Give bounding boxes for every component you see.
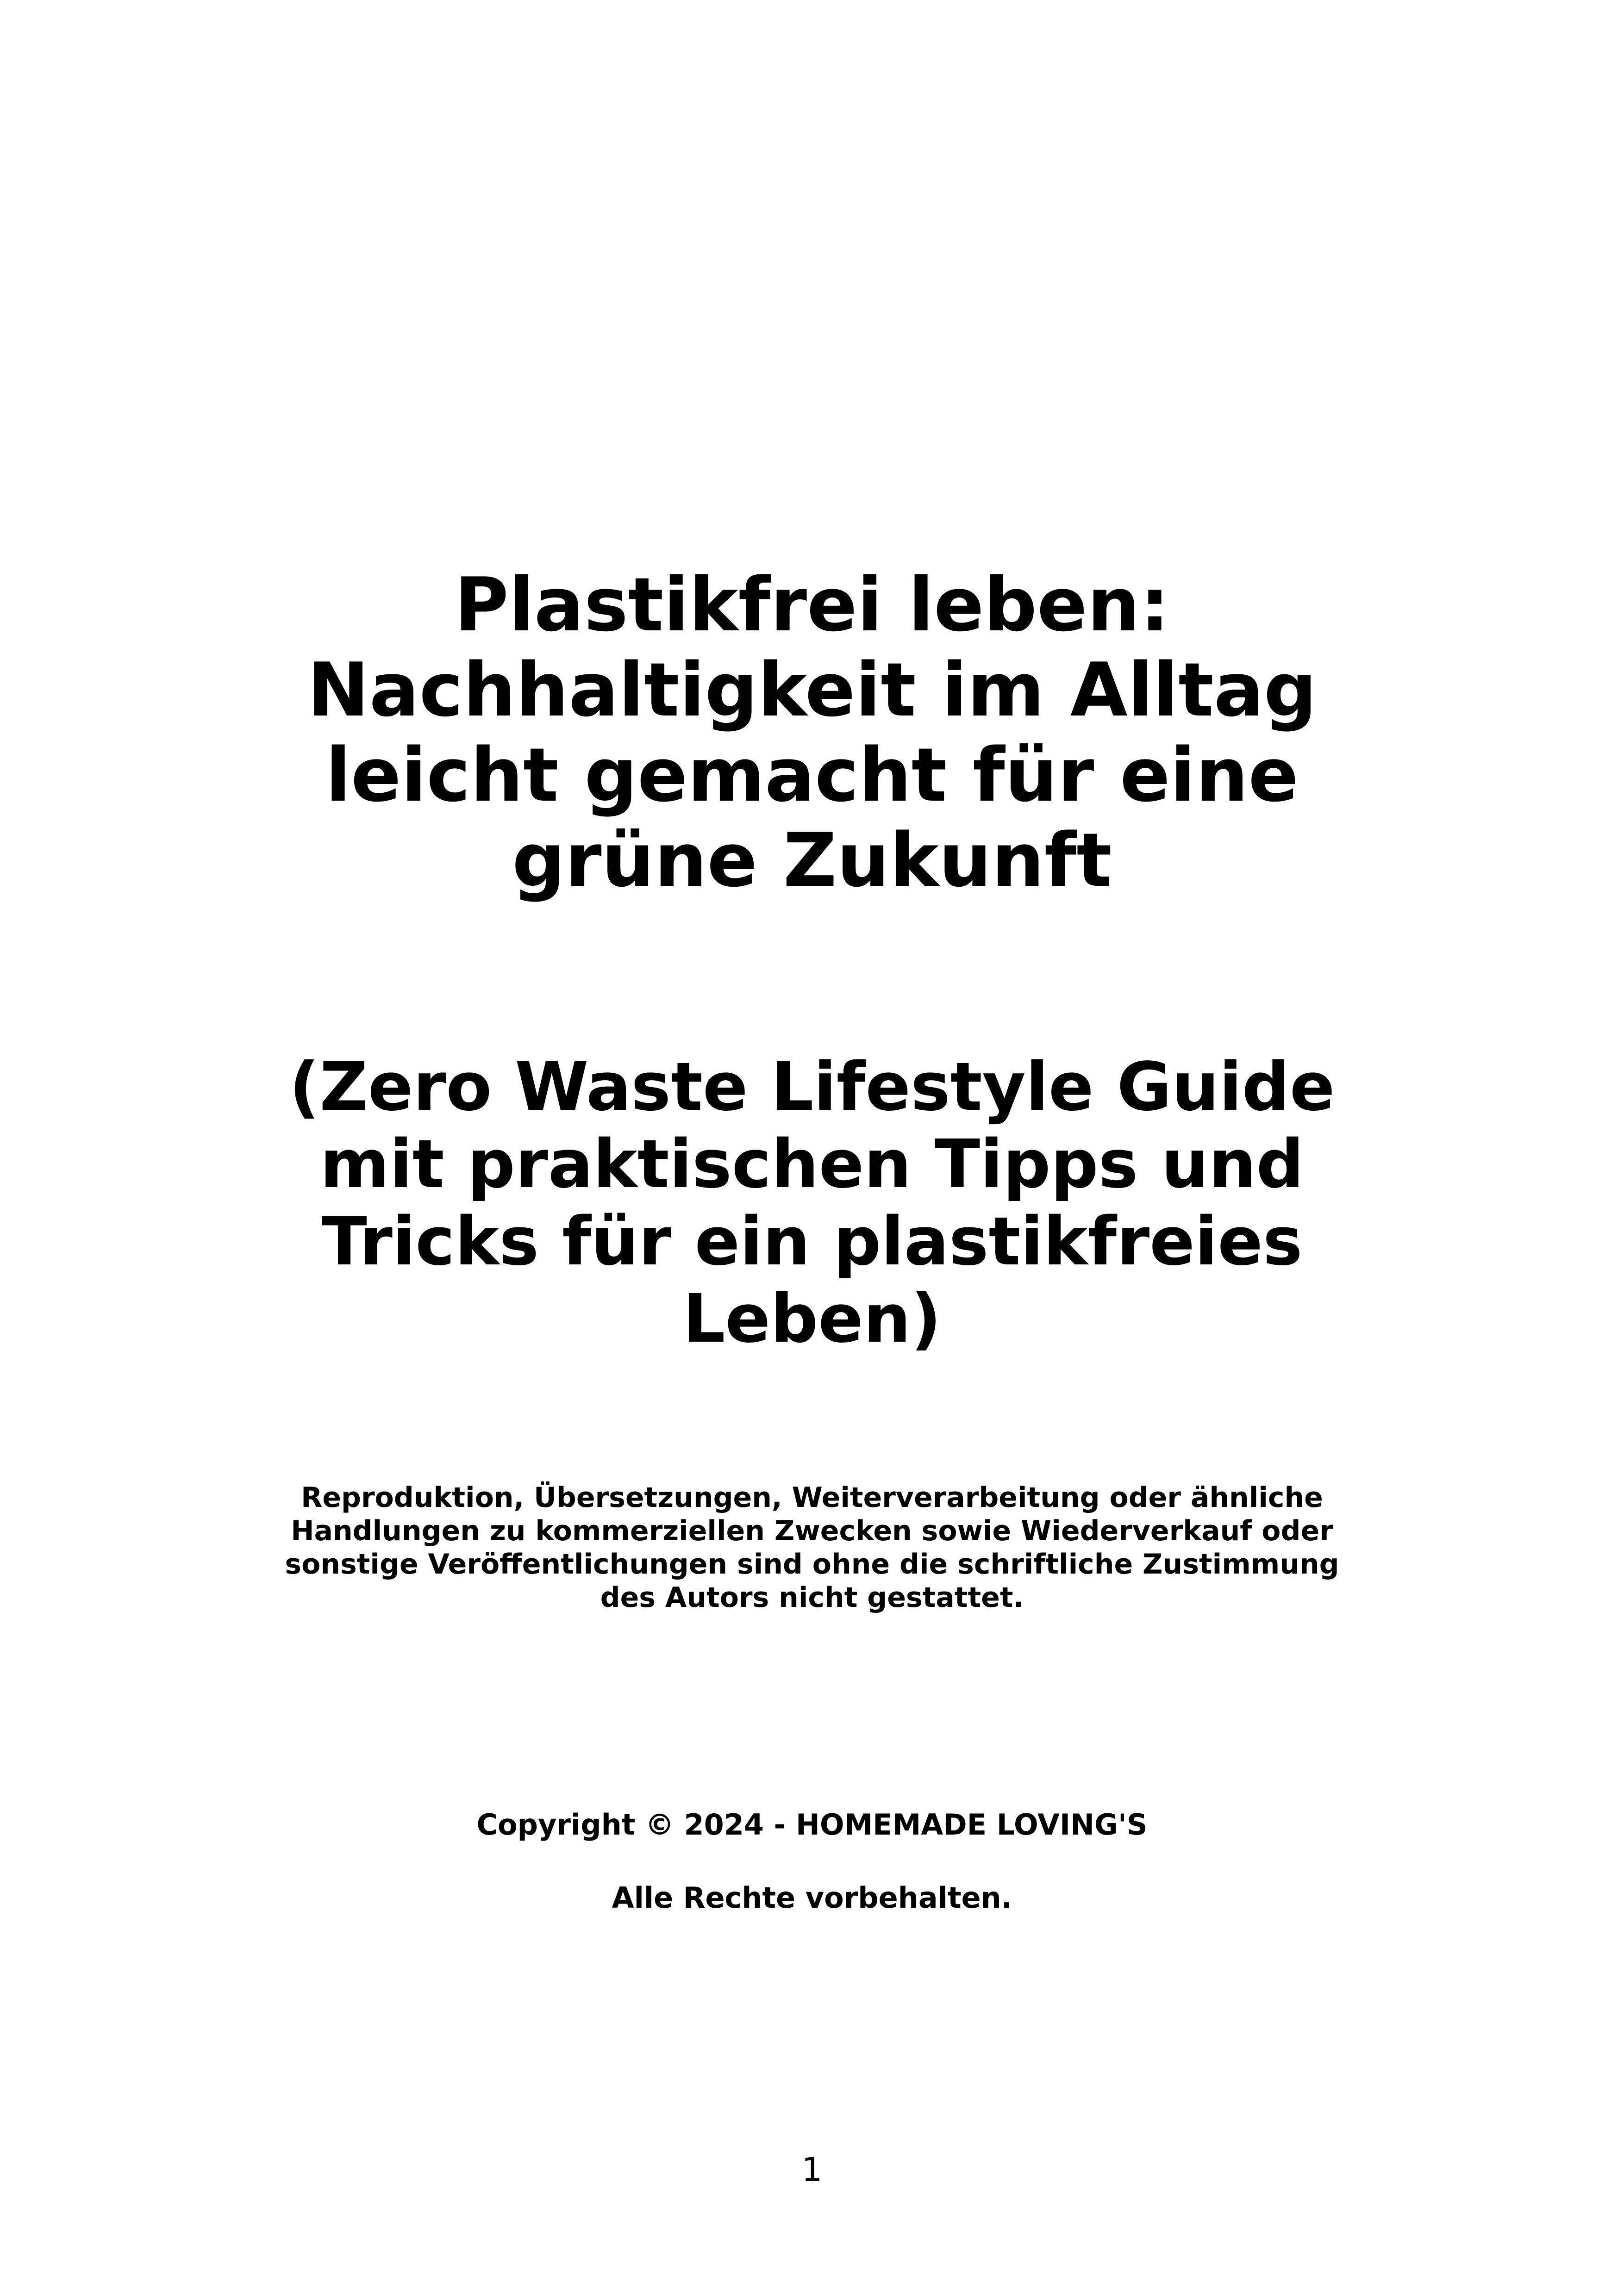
notice-line: sonstige Veröffentlichungen sind ohne die schriftliche Zustimmung xyxy=(285,1548,1339,1580)
subtitle-line: (Zero Waste Lifestyle Guide xyxy=(289,1048,1335,1126)
copyright-line: Copyright © 2024 - HOMEMADE LOVING'S xyxy=(476,1808,1148,1842)
page-number: 1 xyxy=(801,2151,823,2189)
notice-line: Handlungen zu kommerziellen Zwecken sowie Wiederverkauf oder xyxy=(291,1515,1333,1547)
subtitle-line: Leben) xyxy=(682,1280,942,1357)
title-line: grüne Zukunft xyxy=(512,817,1112,903)
subtitle-line: Tricks für ein plastikfreies xyxy=(321,1202,1303,1280)
subtitle-line: mit praktischen Tipps und xyxy=(320,1125,1304,1203)
title-line: Plastikfrei leben: xyxy=(454,561,1170,648)
title-line: leicht gemacht für eine xyxy=(325,732,1299,818)
notice-line: des Autors nicht gestattet. xyxy=(600,1581,1024,1614)
title-line: Nachhaltigkeit im Alltag xyxy=(307,647,1317,733)
notice-line: Reproduktion, Übersetzungen, Weiterverarbeitung oder ähnliche xyxy=(301,1481,1323,1514)
book-subtitle xyxy=(0,1048,1624,1357)
legal-notice xyxy=(0,1481,1624,1614)
rights-reserved: Alle Rechte vorbehalten. xyxy=(612,1881,1012,1915)
book-title xyxy=(0,562,1624,903)
